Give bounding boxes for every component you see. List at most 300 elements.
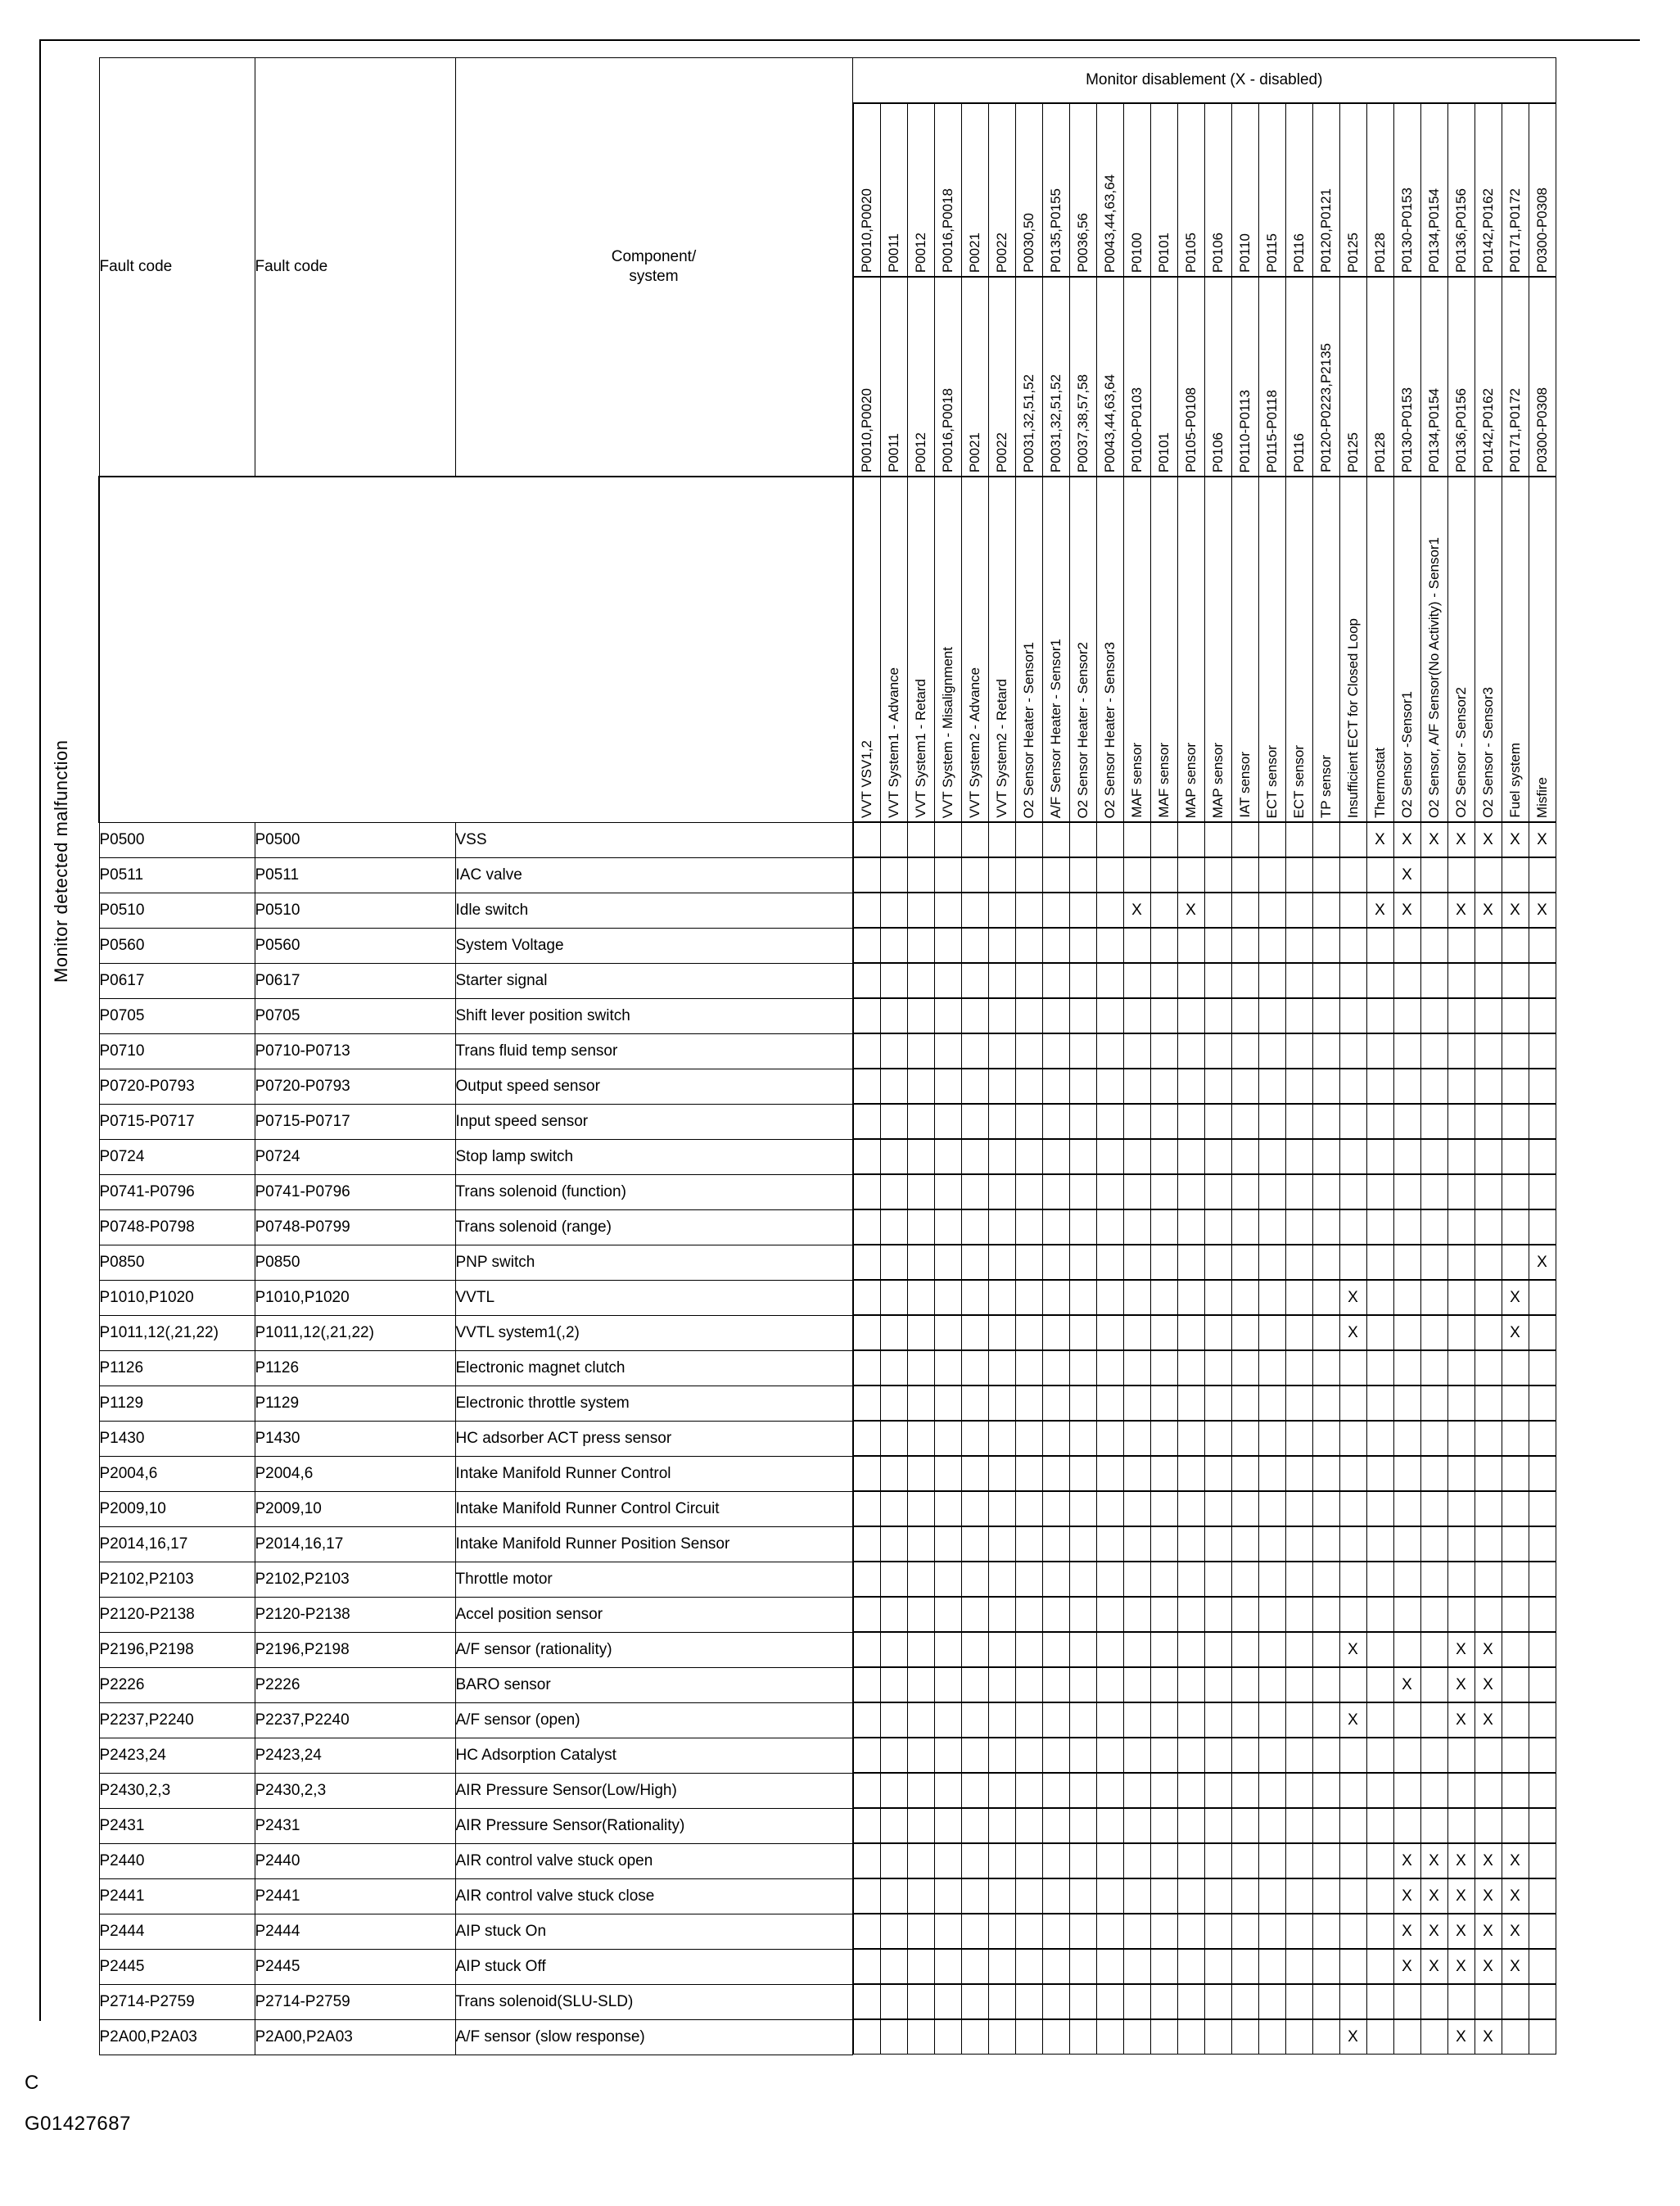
monitor-cell-empty — [1231, 964, 1258, 998]
monitor-col-code-mid — [1393, 278, 1420, 477]
table-row — [99, 1104, 1556, 1139]
monitor-cells-table — [853, 1104, 1556, 1139]
monitor-cell-empty — [1204, 823, 1231, 857]
monitor-cell-empty — [1366, 1386, 1393, 1421]
monitor-col-code-top — [1123, 104, 1150, 277]
monitor-cell-empty — [1529, 1281, 1556, 1315]
monitor-cell-empty — [1366, 1245, 1393, 1280]
monitor-cell-empty — [1069, 1633, 1096, 1667]
monitor-cell-empty — [853, 1422, 880, 1456]
monitor-cells-container — [852, 1421, 1556, 1456]
monitor-cell-empty — [1069, 964, 1096, 998]
monitor-col-name-text: O2 Sensor Heater - Sensor3 — [1102, 641, 1118, 818]
monitor-col-code-mid — [1150, 278, 1177, 477]
monitor-col-code-mid — [1366, 278, 1393, 477]
monitor-cell-empty — [1015, 929, 1042, 963]
fault-code-1-cell: P2431 — [99, 1808, 255, 1843]
monitor-cell-empty — [880, 1914, 907, 1949]
monitor-cell-empty — [1123, 1422, 1150, 1456]
monitor-cell-empty — [934, 1175, 961, 1209]
monitor-cell-empty — [1231, 1950, 1258, 1984]
monitor-col-code-top — [1339, 104, 1366, 277]
monitor-cell-empty — [1475, 999, 1502, 1033]
fault-code-1-cell: P0715-P0717 — [99, 1104, 255, 1139]
monitor-col-code-top — [934, 104, 961, 277]
monitor-cell-empty — [1069, 1668, 1096, 1702]
monitor-cell-empty — [1042, 858, 1069, 893]
monitor-cell-empty — [853, 858, 880, 893]
monitor-cell-empty — [853, 1140, 880, 1174]
fault-code-2-cell: P1430 — [255, 1421, 455, 1456]
monitor-cell-empty — [1366, 1914, 1393, 1949]
monitor-cell-empty — [1529, 1633, 1556, 1667]
monitor-disabled-mark: X — [1393, 858, 1420, 893]
monitor-cell-empty — [1123, 1738, 1150, 1773]
monitor-col-code-top-text: P0115 — [1264, 233, 1280, 273]
monitor-cell-empty — [1475, 1245, 1502, 1280]
monitor-col-code-mid-text: P0031,32,51,52 — [1021, 373, 1036, 472]
monitor-cell-empty — [988, 823, 1015, 857]
fault-code-1-cell: P2441 — [99, 1878, 255, 1914]
monitor-cells-row — [853, 1422, 1556, 1456]
monitor-cell-empty — [1475, 1105, 1502, 1139]
table-row — [99, 1562, 1556, 1597]
monitor-cell-empty — [1393, 1457, 1420, 1491]
monitor-cell-empty — [1042, 1316, 1069, 1350]
monitor-cell-empty — [1096, 823, 1123, 857]
monitor-disabled-mark: X — [1393, 1844, 1420, 1878]
monitor-cell-empty — [1285, 1598, 1312, 1632]
monitor-cells-table — [853, 1280, 1556, 1315]
monitor-cell-empty — [1042, 1562, 1069, 1597]
monitor-cell-empty — [1042, 999, 1069, 1033]
monitor-cell-empty — [1312, 1738, 1339, 1773]
monitor-cell-empty — [1069, 1351, 1096, 1386]
monitor-disabled-mark: X — [1177, 893, 1204, 928]
monitor-cell-empty — [1258, 1457, 1285, 1491]
monitor-cell-empty — [988, 1914, 1015, 1949]
monitor-cell-empty — [907, 1245, 934, 1280]
monitor-cell-empty — [1258, 1527, 1285, 1562]
monitor-col-code-top-text: P0110 — [1237, 233, 1253, 273]
monitor-cells-table — [853, 1526, 1556, 1562]
monitor-cells-row — [853, 1316, 1556, 1350]
monitor-cell-empty — [1231, 1598, 1258, 1632]
monitor-col-name-text: VVT System1 - Advance — [886, 667, 901, 818]
monitor-cell-empty — [1529, 1844, 1556, 1878]
monitor-cell-empty — [934, 1210, 961, 1245]
monitor-cell-empty — [1502, 1210, 1529, 1245]
fault-code-2-cell: P2102,P2103 — [255, 1562, 455, 1597]
monitor-cell-empty — [1285, 1245, 1312, 1280]
monitor-cell-empty — [1312, 1562, 1339, 1597]
monitor-col-code-top — [1529, 104, 1556, 277]
monitor-cell-empty — [880, 1422, 907, 1456]
monitor-cell-empty — [1123, 1774, 1150, 1808]
monitor-cell-empty — [1447, 929, 1475, 963]
monitor-cell-empty — [1285, 823, 1312, 857]
codes-top-container — [852, 103, 1556, 278]
monitor-col-name-text: O2 Sensor Heater - Sensor1 — [1021, 641, 1036, 818]
monitor-cell-empty — [1420, 1598, 1447, 1632]
monitor-cell-empty — [1150, 1809, 1177, 1843]
monitor-cell-empty — [1258, 1105, 1285, 1139]
monitor-cell-empty — [1529, 1668, 1556, 1702]
table-row — [99, 1526, 1556, 1562]
monitor-cell-empty — [1420, 1175, 1447, 1209]
monitor-cells-row — [853, 1175, 1556, 1209]
monitor-cell-empty — [1258, 1809, 1285, 1843]
monitor-cell-empty — [1069, 1457, 1096, 1491]
monitor-cell-empty — [1393, 1598, 1420, 1632]
monitor-cell-empty — [1475, 1034, 1502, 1069]
monitor-cell-empty — [1204, 1844, 1231, 1878]
monitor-cell-empty — [907, 1774, 934, 1808]
monitor-cell-empty — [1529, 1140, 1556, 1174]
monitor-cell-empty — [853, 1668, 880, 1702]
monitor-cell-empty — [1123, 1210, 1150, 1245]
monitor-cell-empty — [1258, 1175, 1285, 1209]
monitor-cell-empty — [1420, 1140, 1447, 1174]
monitor-cell-empty — [1475, 964, 1502, 998]
fault-code-2-cell: P2237,P2240 — [255, 1702, 455, 1738]
monitor-cell-empty — [1096, 1492, 1123, 1526]
monitor-cell-empty — [1393, 1738, 1420, 1773]
monitor-cell-empty — [1123, 964, 1150, 998]
monitor-cell-empty — [1312, 1492, 1339, 1526]
monitor-col-name — [1285, 477, 1312, 822]
monitor-cell-empty — [988, 1175, 1015, 1209]
monitor-cell-empty — [988, 1386, 1015, 1421]
monitor-cell-empty — [1447, 1492, 1475, 1526]
monitor-cell-empty — [1015, 1245, 1042, 1280]
monitor-col-name-text: VVT System - Misalignment — [940, 646, 955, 818]
header-row-names — [99, 477, 1556, 822]
monitor-cell-empty — [1042, 1492, 1069, 1526]
monitor-cell-empty — [1204, 1809, 1231, 1843]
fault-code-1-cell: P0617 — [99, 963, 255, 998]
monitor-cells-row — [853, 1738, 1556, 1773]
monitor-cell-empty — [1042, 1140, 1069, 1174]
monitor-cell-empty — [853, 1809, 880, 1843]
monitor-col-code-mid — [1231, 278, 1258, 477]
monitor-cell-empty — [1204, 1562, 1231, 1597]
table-row — [99, 1843, 1556, 1878]
monitor-cell-empty — [961, 999, 988, 1033]
monitor-cell-empty — [1204, 2020, 1231, 2055]
fault-code-1-cell: P0724 — [99, 1139, 255, 1174]
vertical-caption: Monitor detected malfunction — [51, 739, 71, 983]
monitor-cell-empty — [1447, 858, 1475, 893]
monitor-cell-empty — [880, 1527, 907, 1562]
monitor-col-code-top-text: P0100 — [1129, 232, 1145, 273]
monitor-cell-empty — [1177, 1879, 1204, 1914]
monitor-cell-empty — [934, 1316, 961, 1350]
fault-code-2-cell: P2714-P2759 — [255, 1984, 455, 2019]
monitor-cell-empty — [1069, 1562, 1096, 1597]
monitor-cell-empty — [1475, 1210, 1502, 1245]
monitor-cell-empty — [1475, 1175, 1502, 1209]
monitor-cell-empty — [1420, 1562, 1447, 1597]
monitor-cell-empty — [1393, 1140, 1420, 1174]
monitor-cell-empty — [1096, 1245, 1123, 1280]
monitor-cell-empty — [1447, 1598, 1475, 1632]
monitor-cell-empty — [1420, 1210, 1447, 1245]
monitor-cell-empty — [907, 1527, 934, 1562]
monitor-cell-empty — [1339, 1492, 1366, 1526]
monitor-cell-empty — [880, 929, 907, 963]
monitor-cell-empty — [988, 999, 1015, 1033]
monitor-cell-empty — [1096, 1422, 1123, 1456]
monitor-cell-empty — [1529, 1703, 1556, 1738]
monitor-cell-empty — [1150, 1210, 1177, 1245]
monitor-col-code-top-text: P0125 — [1345, 232, 1361, 273]
monitor-cell-empty — [907, 999, 934, 1033]
monitor-disabled-mark: X — [1475, 893, 1502, 928]
monitor-cell-empty — [1096, 1175, 1123, 1209]
monitor-cell-empty — [1150, 1914, 1177, 1949]
monitor-cell-empty — [934, 999, 961, 1033]
monitor-cell-empty — [1069, 823, 1096, 857]
monitor-cells-table — [853, 1245, 1556, 1280]
monitor-cell-empty — [1475, 1140, 1502, 1174]
monitor-col-name — [1420, 477, 1447, 822]
table-row — [99, 1949, 1556, 1984]
fault-code-1-cell: P2014,16,17 — [99, 1526, 255, 1562]
monitor-cell-empty — [1015, 1562, 1042, 1597]
monitor-cell-empty — [1150, 1245, 1177, 1280]
monitor-cell-empty — [1150, 1492, 1177, 1526]
monitor-cell-empty — [1285, 999, 1312, 1033]
monitor-cell-empty — [1339, 823, 1366, 857]
monitor-cell-empty — [880, 1598, 907, 1632]
monitor-col-code-top — [1042, 104, 1069, 277]
monitor-cells-row — [853, 999, 1556, 1033]
fault-code-2-cell: P2423,24 — [255, 1738, 455, 1773]
monitor-col-name-text: MAP sensor — [1183, 742, 1199, 818]
monitor-cells-container — [852, 1280, 1556, 1315]
monitor-cell-empty — [1529, 1809, 1556, 1843]
monitor-cell-empty — [907, 929, 934, 963]
monitor-cell-empty — [1312, 1140, 1339, 1174]
monitor-cell-empty — [934, 823, 961, 857]
monitor-cell-empty — [1529, 1774, 1556, 1808]
monitor-cell-empty — [1312, 1316, 1339, 1350]
monitor-cells-container — [852, 1984, 1556, 2019]
monitor-cell-empty — [1069, 1316, 1096, 1350]
monitor-cell-empty — [1231, 1527, 1258, 1562]
monitor-cell-empty — [961, 1879, 988, 1914]
monitor-cell-empty — [1069, 1527, 1096, 1562]
monitor-cell-empty — [1150, 1069, 1177, 1104]
monitor-cell-empty — [1366, 1633, 1393, 1667]
table-row — [99, 1597, 1556, 1632]
monitor-cell-empty — [1393, 1034, 1420, 1069]
monitor-disabled-mark: X — [1502, 1844, 1529, 1878]
monitor-cell-empty — [1420, 1034, 1447, 1069]
monitor-cell-empty — [1393, 1069, 1420, 1104]
monitor-cell-empty — [1231, 1809, 1258, 1843]
monitor-cell-empty — [934, 1738, 961, 1773]
monitor-cell-empty — [1529, 964, 1556, 998]
monitor-disabled-mark: X — [1475, 1668, 1502, 1702]
table-row — [99, 998, 1556, 1033]
fault-code-2-cell: P2430,2,3 — [255, 1773, 455, 1808]
monitor-cell-empty — [1177, 1034, 1204, 1069]
monitor-disabled-mark: X — [1502, 893, 1529, 928]
monitor-cell-empty — [1096, 1879, 1123, 1914]
fault-code-2-cell: P2120-P2138 — [255, 1597, 455, 1632]
monitor-cell-empty — [934, 893, 961, 928]
monitor-cell-empty — [1393, 1245, 1420, 1280]
monitor-cell-empty — [1258, 1034, 1285, 1069]
monitor-cells-table — [853, 1174, 1556, 1209]
monitor-cell-empty — [1096, 1316, 1123, 1350]
monitor-cell-empty — [1069, 1069, 1096, 1104]
monitor-cell-empty — [853, 1914, 880, 1949]
monitor-col-code-mid — [1529, 278, 1556, 477]
fault-code-1-cell: P2440 — [99, 1843, 255, 1878]
monitor-cell-empty — [1150, 1668, 1177, 1702]
monitor-cell-empty — [1529, 1175, 1556, 1209]
fault-code-2-cell: P0741-P0796 — [255, 1174, 455, 1209]
monitor-cell-empty — [880, 858, 907, 893]
component-system-cell: AIP stuck Off — [455, 1949, 852, 1984]
monitor-cell-empty — [1015, 1950, 1042, 1984]
monitor-col-name-text: ECT sensor — [1291, 744, 1307, 818]
component-system-cell: System Voltage — [455, 928, 852, 963]
monitor-cell-empty — [1339, 1527, 1366, 1562]
monitor-cell-empty — [907, 964, 934, 998]
table-row — [99, 1808, 1556, 1843]
monitor-cell-empty — [934, 1069, 961, 1104]
monitor-cell-empty — [1420, 1703, 1447, 1738]
monitor-cell-empty — [1096, 1633, 1123, 1667]
monitor-cell-empty — [988, 929, 1015, 963]
monitor-cell-empty — [1204, 1985, 1231, 2019]
monitor-cell-empty — [1258, 1844, 1285, 1878]
monitor-cells-row — [853, 1950, 1556, 1984]
monitor-cell-empty — [1312, 858, 1339, 893]
monitor-cell-empty — [1502, 1633, 1529, 1667]
monitor-cell-empty — [961, 1633, 988, 1667]
monitor-cell-empty — [1231, 1069, 1258, 1104]
monitor-cell-empty — [853, 1210, 880, 1245]
monitor-cell-empty — [907, 823, 934, 857]
monitor-cell-empty — [1285, 1950, 1312, 1984]
component-system-cell: Starter signal — [455, 963, 852, 998]
monitor-cell-empty — [1339, 1422, 1366, 1456]
monitor-cell-empty — [1123, 1668, 1150, 1702]
monitor-cell-empty — [1042, 1738, 1069, 1773]
monitor-col-code-top-text: P0136,P0156 — [1453, 188, 1469, 273]
monitor-col-name-text: MAF sensor — [1129, 743, 1145, 818]
component-system-cell: Idle switch — [455, 893, 852, 928]
monitor-disabled-mark: X — [1447, 893, 1475, 928]
monitor-cell-empty — [1475, 1281, 1502, 1315]
monitor-cell-empty — [1204, 1140, 1231, 1174]
monitor-cell-empty — [1231, 2020, 1258, 2055]
monitor-cell-empty — [1150, 1633, 1177, 1667]
monitor-cell-empty — [988, 1245, 1015, 1280]
monitor-col-code-top-text: P0128 — [1372, 232, 1388, 273]
monitor-cell-empty — [1285, 1316, 1312, 1350]
monitor-cell-empty — [1420, 858, 1447, 893]
monitor-cell-empty — [853, 964, 880, 998]
monitor-cell-empty — [1285, 1175, 1312, 1209]
monitor-disablement-table — [98, 57, 1556, 2055]
monitor-cell-empty — [1366, 1140, 1393, 1174]
monitor-col-code-mid-text: P0125 — [1345, 432, 1361, 472]
monitor-cells-table — [853, 822, 1556, 857]
monitor-cell-empty — [1096, 999, 1123, 1033]
monitor-cell-empty — [1420, 1245, 1447, 1280]
monitor-disabled-mark: X — [1502, 1914, 1529, 1949]
monitor-cell-empty — [1529, 1738, 1556, 1773]
monitor-col-name-text: ECT sensor — [1264, 744, 1280, 818]
monitor-cell-empty — [1096, 1140, 1123, 1174]
monitor-col-code-mid — [1258, 278, 1285, 477]
monitor-cell-empty — [907, 1598, 934, 1632]
table-row — [99, 893, 1556, 928]
monitor-cell-empty — [1285, 964, 1312, 998]
monitor-col-code-mid — [1420, 278, 1447, 477]
monitor-cell-empty — [853, 1703, 880, 1738]
monitor-cell-empty — [1204, 1527, 1231, 1562]
monitor-cells-container — [852, 1702, 1556, 1738]
monitor-cell-empty — [1150, 1950, 1177, 1984]
monitor-cells-container — [852, 1878, 1556, 1914]
monitor-cell-empty — [1042, 1950, 1069, 1984]
monitor-cell-empty — [853, 1457, 880, 1491]
monitor-cell-empty — [1285, 929, 1312, 963]
monitor-cells-table — [853, 1878, 1556, 1914]
fault-code-1-cell: P0510 — [99, 893, 255, 928]
monitor-cells-table — [853, 1456, 1556, 1491]
monitor-cell-empty — [853, 823, 880, 857]
monitor-cell-empty — [1475, 1527, 1502, 1562]
monitor-cell-empty — [934, 1140, 961, 1174]
monitor-cells-table — [853, 1632, 1556, 1667]
fault-code-2-cell: P2445 — [255, 1949, 455, 1984]
monitor-cell-empty — [1204, 1105, 1231, 1139]
monitor-cell-empty — [853, 1351, 880, 1386]
monitor-cell-empty — [1150, 1457, 1177, 1491]
monitor-cell-empty — [961, 964, 988, 998]
monitor-cells-table — [853, 1702, 1556, 1738]
monitor-cell-empty — [1096, 1457, 1123, 1491]
monitor-cells-table — [853, 1315, 1556, 1350]
monitor-col-code-mid — [880, 278, 907, 477]
monitor-cell-empty — [934, 1809, 961, 1843]
monitor-cell-empty — [1231, 1245, 1258, 1280]
codes-mid-table — [853, 277, 1556, 477]
fault-code-2-cell: P2226 — [255, 1667, 455, 1702]
monitor-disabled-mark: X — [1447, 1879, 1475, 1914]
monitor-col-code-top-text: P0012 — [913, 232, 928, 273]
monitor-cell-empty — [934, 1879, 961, 1914]
monitor-cell-empty — [1420, 1316, 1447, 1350]
monitor-cell-empty — [1339, 1034, 1366, 1069]
monitor-cell-empty — [1204, 893, 1231, 928]
table-row — [99, 1491, 1556, 1526]
monitor-cell-empty — [1177, 1281, 1204, 1315]
monitor-cells-table — [853, 893, 1556, 928]
monitor-cell-empty — [988, 1351, 1015, 1386]
monitor-cell-empty — [1015, 1140, 1042, 1174]
monitor-col-code-mid-text: P0120-P0223,P2135 — [1318, 343, 1334, 472]
monitor-cell-empty — [1258, 1069, 1285, 1104]
